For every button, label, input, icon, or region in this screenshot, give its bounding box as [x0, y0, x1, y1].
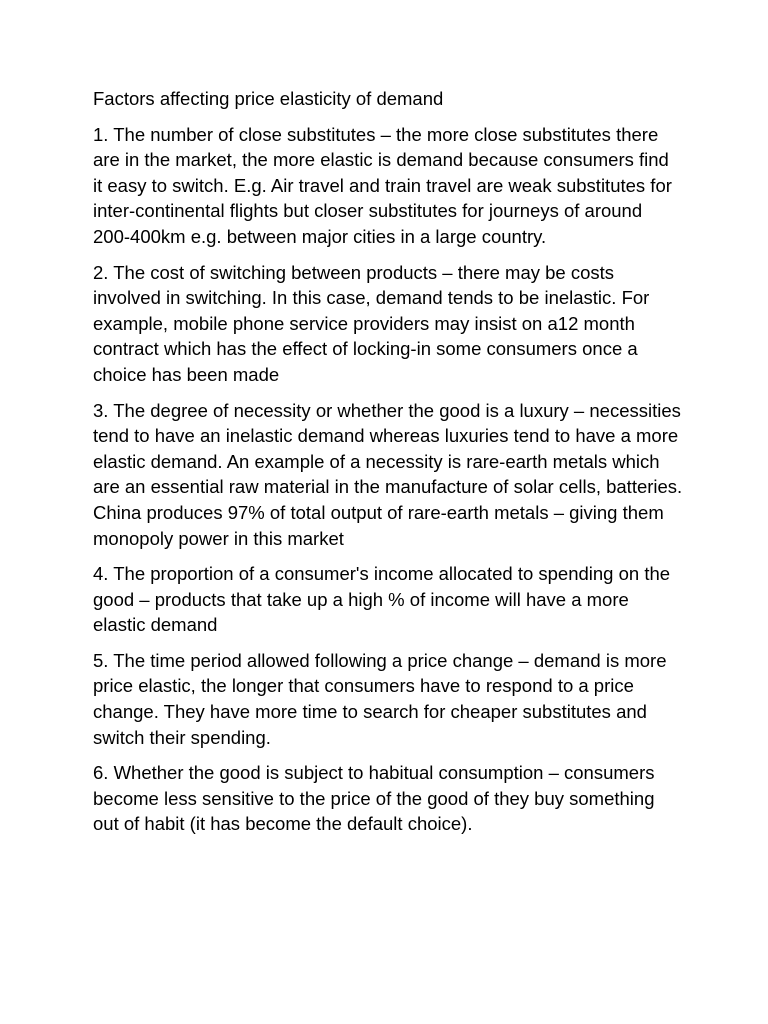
paragraph-income-proportion: 4. The proportion of a consumer's income allocated to spending on the good – products that take up a high % of income will have a more elastic demand	[93, 563, 671, 636]
paragraph-number-of-substitutes: 1. The number of close substitutes – the more close substitutes there are in the market, the more elastic is demand because consumers find it easy to switch. E.g. Air travel and train travel are weak substitutes for inter-continental flights but closer substitutes for journeys of around 200-400km e.g. between major cities in a large country.	[93, 123, 672, 247]
paragraph-switching-cost: 2. The cost of switching between products – there may be costs involved in switching. In this case, demand tends to be inelastic. For example, mobile phone service providers may insist on a12 month contract which has the effect of locking-in some consumers once a choice has been made	[93, 261, 650, 385]
paragraph-time-period: 5. The time period allowed following a price change – demand is more price elastic, the longer that consumers have to respond to a price change. They have more time to search for cheaper substitutes and switch their spending.	[93, 649, 667, 748]
paragraph-habitual-consumption: 6. Whether the good is subject to habitual consumption – consumers become less sensitive to the price of the good of they buy something out of habit (it has become the default choice).	[93, 762, 655, 835]
document-title: Factors affecting price elasticity of demand	[93, 88, 444, 109]
paragraph-necessity-or-luxury: 3. The degree of necessity or whether the good is a luxury – necessities tend to have an inelastic demand whereas luxuries tend to have a more elastic demand. An example of a necessity is rare-earth metals which are an essential raw material in the manufacture of solar cells, batteries. China produces 97% of total output of rare-earth metals – giving them monopoly power in this market	[93, 399, 683, 549]
document-page	[93, 86, 683, 847]
